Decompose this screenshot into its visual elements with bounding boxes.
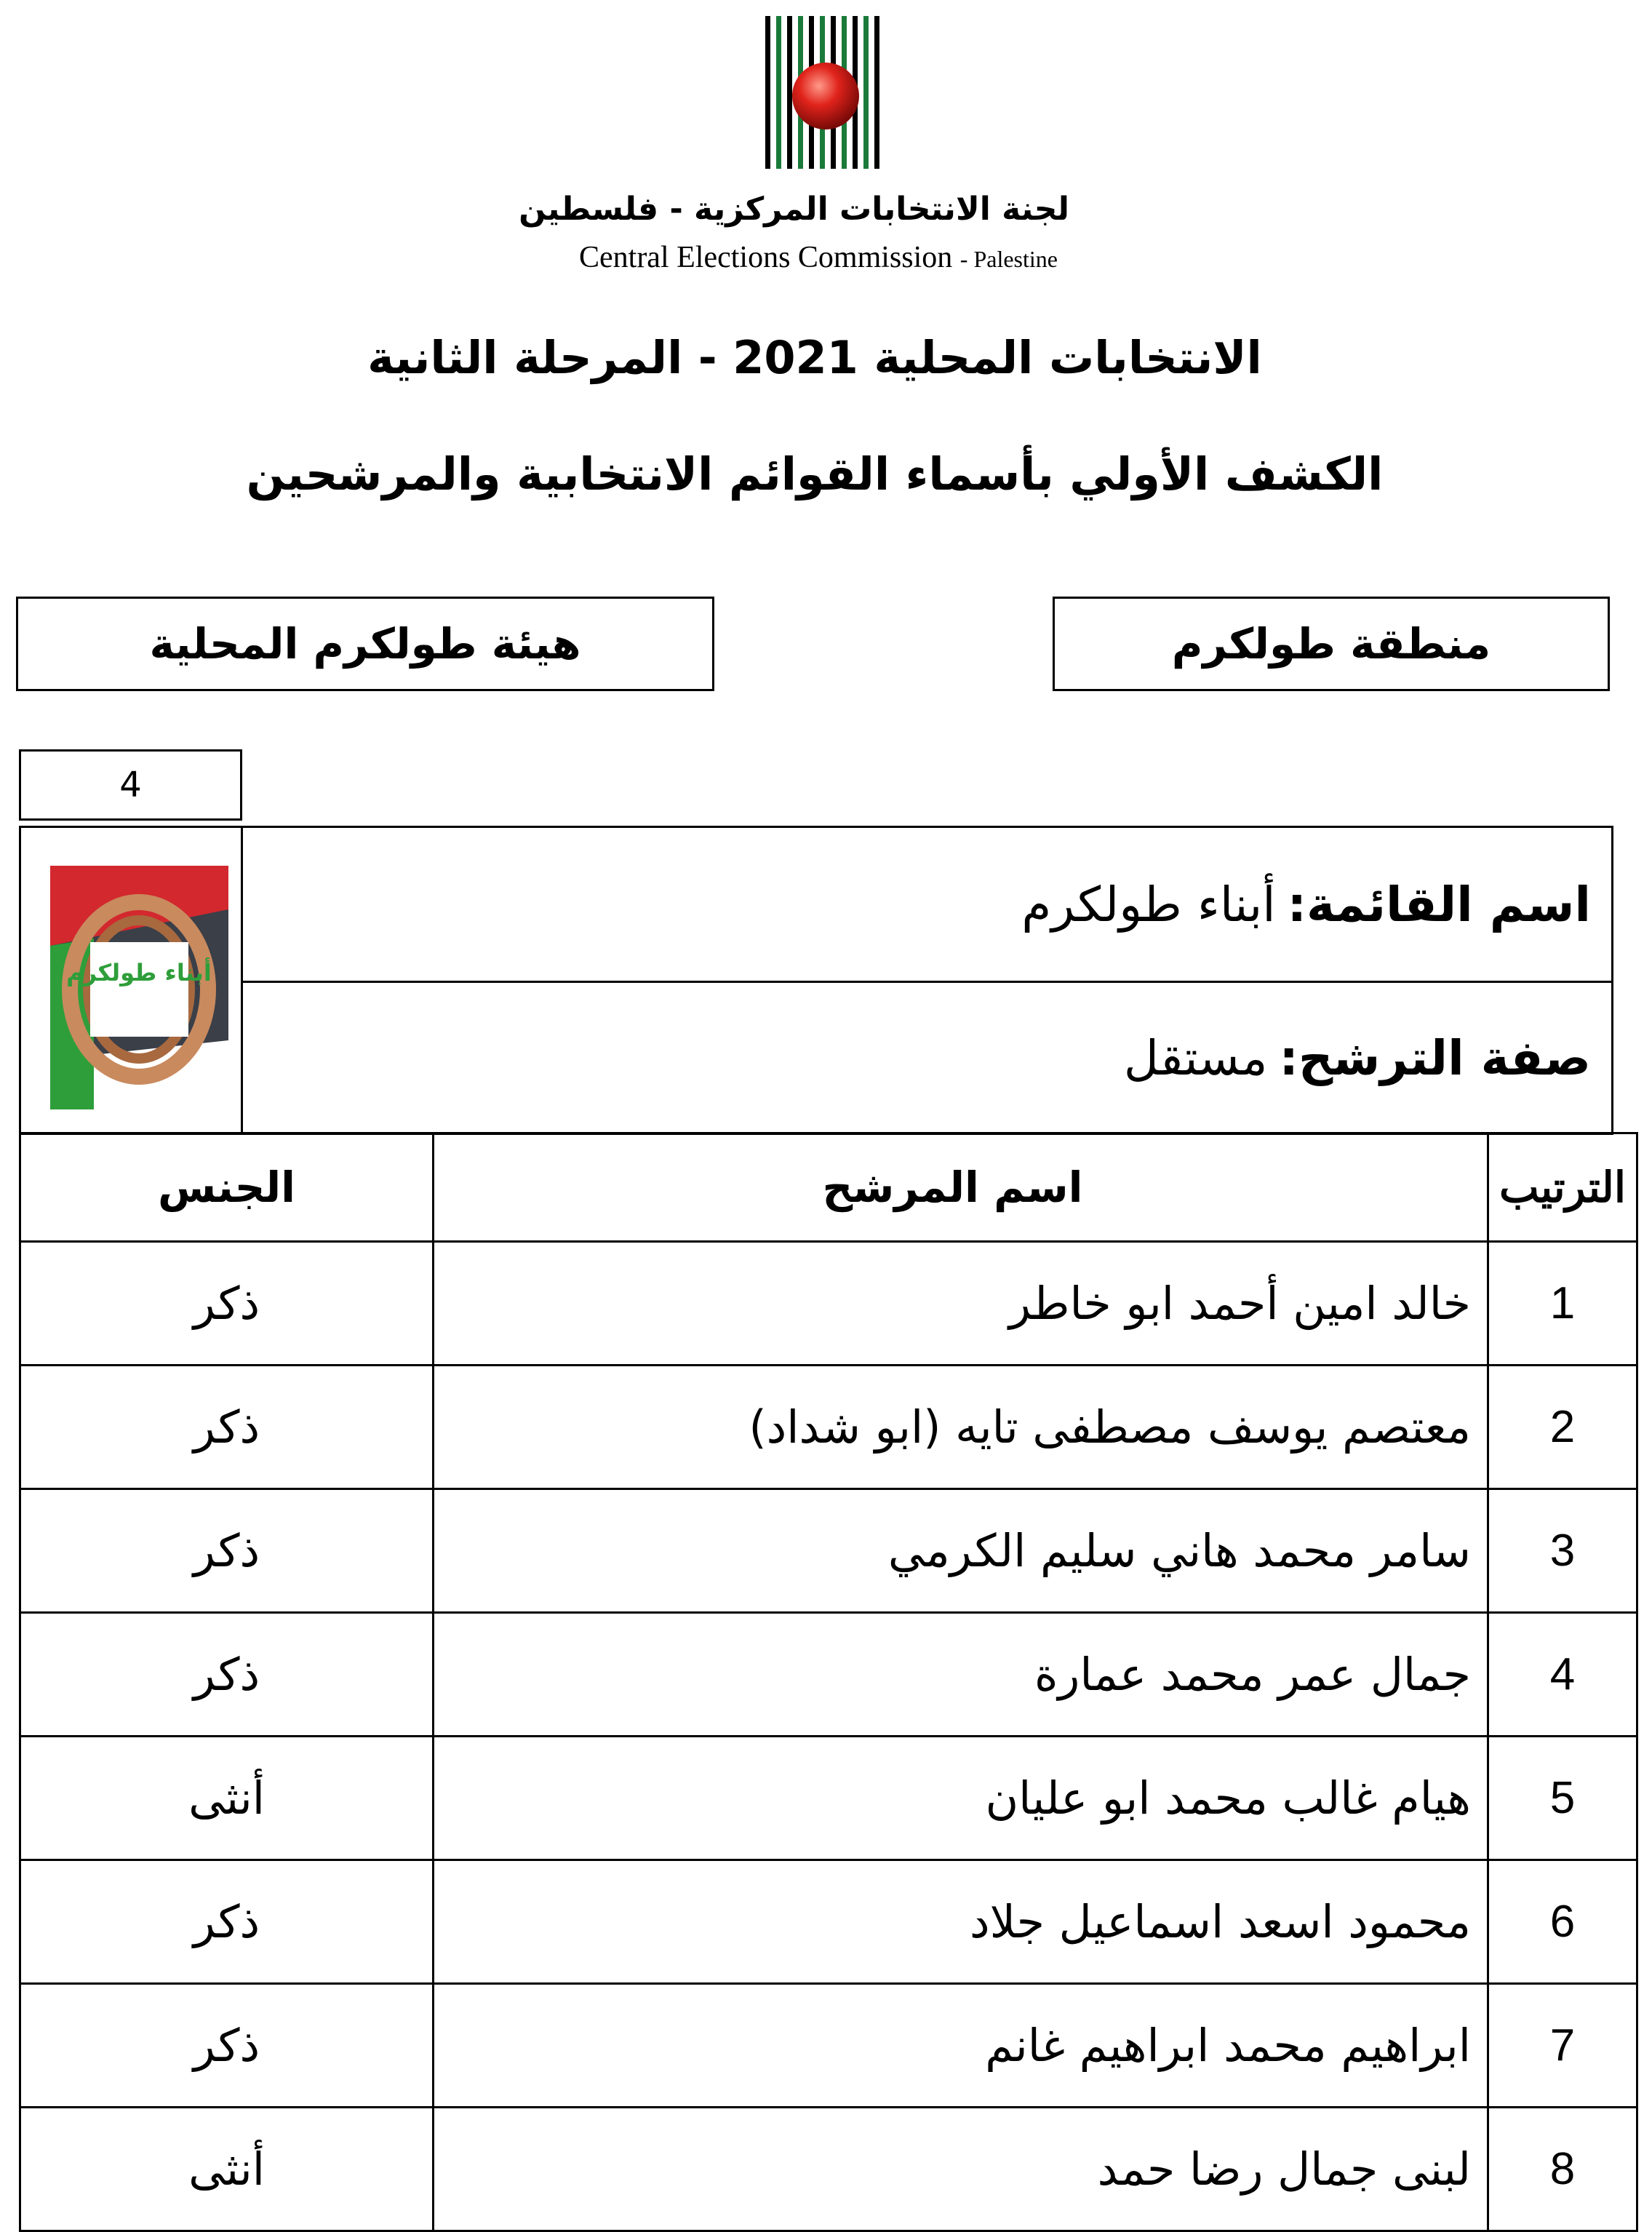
cell-gender: أنثى	[20, 1737, 434, 1860]
list-name-row	[243, 828, 1611, 983]
cec-logo-icon	[764, 16, 887, 176]
cell-name: معتصم يوسف مصطفى تايه (ابو شداد)	[434, 1366, 1488, 1489]
table-row	[20, 1242, 1637, 1366]
cell-gender: أنثى	[20, 2108, 434, 2231]
cell-name: ابراهيم محمد ابراهيم غانم	[434, 1984, 1488, 2108]
cell-rank: 6	[1488, 1860, 1637, 1984]
list-number-box: 4	[19, 749, 242, 821]
cell-name: هيام غالب محمد ابو عليان	[434, 1737, 1488, 1860]
candidates-table	[19, 1132, 1638, 2232]
cell-name: لبنى جمال رضا حمد	[434, 2108, 1488, 2231]
list-name-label: اسم القائمة:	[1287, 876, 1591, 933]
table-row	[20, 2108, 1637, 2231]
table-row	[20, 1366, 1637, 1489]
list-image-cell	[21, 828, 243, 1133]
table-header-row	[20, 1133, 1637, 1242]
cell-gender: ذكر	[20, 1366, 434, 1489]
cell-gender: ذكر	[20, 1860, 434, 1984]
logo-english-main: Central Elections Commission	[579, 241, 953, 274]
region-box: منطقة طولكرم	[1053, 597, 1610, 691]
page-subtitle: الكشف الأولي بأسماء القوائم الانتخابية والمرشحين	[246, 447, 1384, 501]
table-row	[20, 1613, 1637, 1737]
list-logo-image	[50, 866, 228, 1109]
page-title: الانتخابات المحلية 2021 - المرحلة الثانية	[367, 331, 1262, 384]
cell-rank: 8	[1488, 2108, 1637, 2231]
logo-english-sub: - Palestine	[959, 246, 1058, 272]
cell-rank: 3	[1488, 1489, 1637, 1613]
table-row	[20, 1860, 1637, 1984]
cell-gender: ذكر	[20, 1242, 434, 1366]
header-gender: الجنس	[20, 1133, 434, 1242]
cell-rank: 4	[1488, 1613, 1637, 1737]
cell-name: سامر محمد هاني سليم الكرمي	[434, 1489, 1488, 1613]
list-name-value: أبناء طولكرم	[1021, 876, 1276, 933]
cell-name: محمود اسعد اسماعيل جلاد	[434, 1860, 1488, 1984]
cell-rank: 1	[1488, 1242, 1637, 1366]
cell-gender: ذكر	[20, 1489, 434, 1613]
cell-gender: ذكر	[20, 1613, 434, 1737]
list-type-value: مستقل	[1123, 1029, 1268, 1086]
list-type-row	[243, 983, 1611, 1133]
logo-arabic-text: لجنة الانتخابات المركزية - فلسطين	[519, 191, 1069, 228]
header-rank: الترتيب	[1488, 1133, 1637, 1242]
table-row	[20, 1984, 1637, 2108]
table-row	[20, 1737, 1637, 1860]
cell-name: جمال عمر محمد عمارة	[434, 1613, 1488, 1737]
local-body-box: هيئة طولكرم المحلية	[16, 597, 714, 691]
list-image-text: أبناء طولكرم	[66, 959, 212, 987]
cell-rank: 5	[1488, 1737, 1637, 1860]
table-row	[20, 1489, 1637, 1613]
cell-rank: 2	[1488, 1366, 1637, 1489]
cell-name: خالد امين أحمد ابو خاطر	[434, 1242, 1488, 1366]
list-info-block	[19, 826, 1613, 1135]
cell-rank: 7	[1488, 1984, 1637, 2108]
header-name: اسم المرشح	[434, 1133, 1488, 1242]
list-type-label: صفة الترشح:	[1279, 1029, 1591, 1086]
logo-english-text	[567, 240, 1069, 276]
cell-gender: ذكر	[20, 1984, 434, 2108]
